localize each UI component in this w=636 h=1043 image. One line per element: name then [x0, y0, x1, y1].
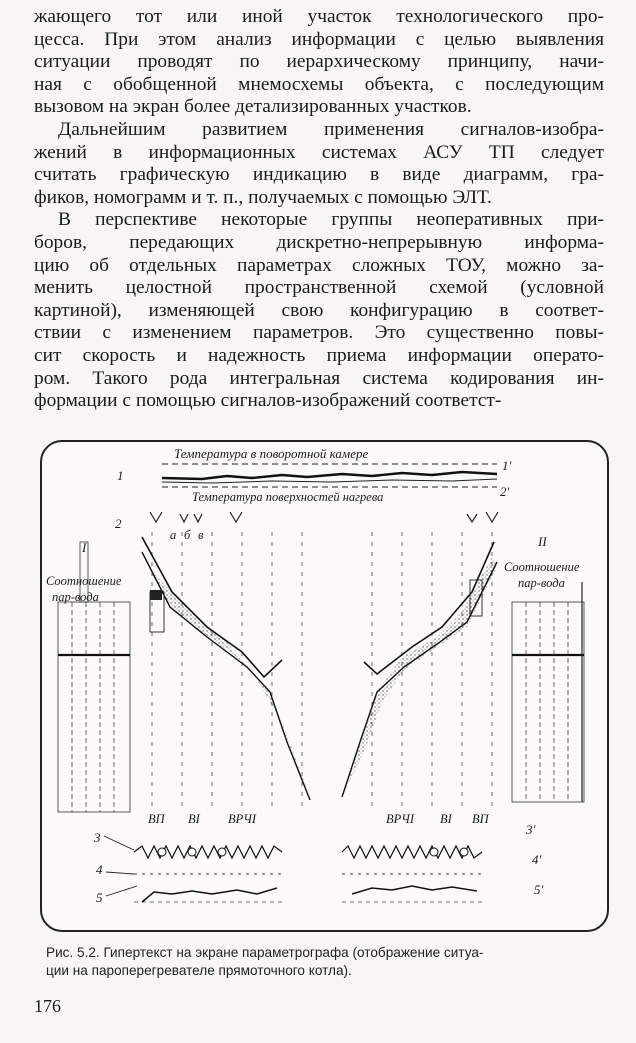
- text-line: сит скорость и надежность приема информации операто-: [34, 344, 604, 366]
- text-line: ная с обобщенной мнемосхемы объекта, с последующим: [34, 73, 604, 95]
- marker-v: в: [198, 528, 204, 542]
- right-ascending-curve: [342, 542, 497, 797]
- left-ratio-title-1: Соотношение: [46, 574, 122, 588]
- right-ratio-title-1: Соотношение: [504, 560, 580, 574]
- text-line: менить целостной пространственной схемой (условной: [34, 277, 604, 299]
- text-line: боров, передающих дискретно-непрерывную информа-: [34, 231, 604, 253]
- label-vi-right: ВI: [440, 812, 452, 826]
- marker-a: а: [170, 528, 177, 542]
- caption-line: Рис. 5.2. Гипертекст на экране параметрографа (отображение ситуа-: [46, 945, 484, 960]
- callout-1: 1: [117, 468, 124, 483]
- callout-4-prime: 4': [532, 852, 542, 867]
- callout-leaders: [104, 836, 137, 896]
- text-line: фиков, номограмм и т. п., получаемых с помощью ЭЛТ.: [34, 186, 492, 208]
- text-line: картиной), изменяющей свою конфигурацию в соответ-: [34, 299, 604, 321]
- label-vrchi-left: ВРЧI: [228, 812, 257, 826]
- label-vi-left: ВI: [188, 812, 200, 826]
- page-number: 176: [34, 996, 61, 1016]
- callout-3: 3: [94, 830, 101, 845]
- left-descending-curve: [142, 537, 310, 800]
- figure-caption: [46, 944, 606, 980]
- callout-2-prime: 2': [500, 484, 510, 499]
- marker-b: б: [184, 528, 191, 542]
- text-line: Дальнейшим развитием применения сигналов-изобра-: [58, 118, 604, 140]
- callout-4: 4: [96, 862, 103, 877]
- text-line: В перспективе некоторые группы неоперативных при-: [58, 209, 604, 231]
- text-line: жающего тот или иной участок технологического про-: [34, 6, 604, 27]
- label-vp-left: ВП: [148, 812, 165, 826]
- text-line: ствии с изменением параметров. Это существенно повы-: [34, 322, 604, 344]
- text-line: вызовом на экран более детализированных участков.: [34, 96, 472, 118]
- marker-row: [150, 512, 498, 522]
- roman-label-right: II: [538, 534, 547, 549]
- text-line: ситуации проводят по иерархическому принципу, начи-: [34, 51, 604, 73]
- paragraph-3: [34, 209, 604, 412]
- figure-drawing: [42, 442, 607, 930]
- top-temperature-strip: [162, 464, 497, 487]
- figure-parametrograph-screen: [40, 440, 609, 932]
- right-ratio-title-2: пар-вода: [518, 576, 565, 590]
- callout-2: 2: [115, 516, 122, 531]
- signal-trace-right: [342, 846, 482, 858]
- label-vrchi-right: ВРЧI: [386, 812, 415, 826]
- text-line: ром. Такого рода интегральная система кодирования ин-: [34, 367, 604, 389]
- text-line: формации с помощью сигналов-изображений соответст-: [34, 390, 502, 412]
- roman-label-left: I: [82, 540, 87, 555]
- callout-3-prime: 3': [526, 822, 536, 837]
- callout-5: 5: [96, 890, 103, 905]
- text-line: считать графическую индикацию в виде диаграмм, гра-: [34, 164, 604, 186]
- right-ratio-block: [512, 582, 584, 802]
- label-vp-right: ВП: [472, 812, 489, 826]
- caption-line: ции на пароперегревателе прямоточного котла).: [46, 963, 352, 978]
- paragraph-1: [34, 6, 604, 119]
- grid-verticals: [152, 532, 492, 812]
- callout-5-prime: 5': [534, 882, 544, 897]
- text-line: цесса. При этом анализ информации с целью выявления: [34, 28, 604, 50]
- top-label: Температура в поворотной камере: [174, 446, 369, 461]
- body-text: [34, 6, 604, 413]
- text-line: цию об отдельных параметрах сложных ТОУ, можно за-: [34, 254, 604, 276]
- text-line: жений в информационных системах АСУ ТП следует: [34, 141, 604, 163]
- signal-trace-left: [134, 846, 282, 858]
- callout-1-prime: 1': [502, 458, 512, 473]
- paragraph-2: [34, 119, 604, 209]
- left-ratio-title-2: пар-вода: [52, 590, 99, 604]
- mid-label: Температура поверхностей нагрева: [192, 490, 384, 504]
- trace-row-5: [134, 886, 482, 902]
